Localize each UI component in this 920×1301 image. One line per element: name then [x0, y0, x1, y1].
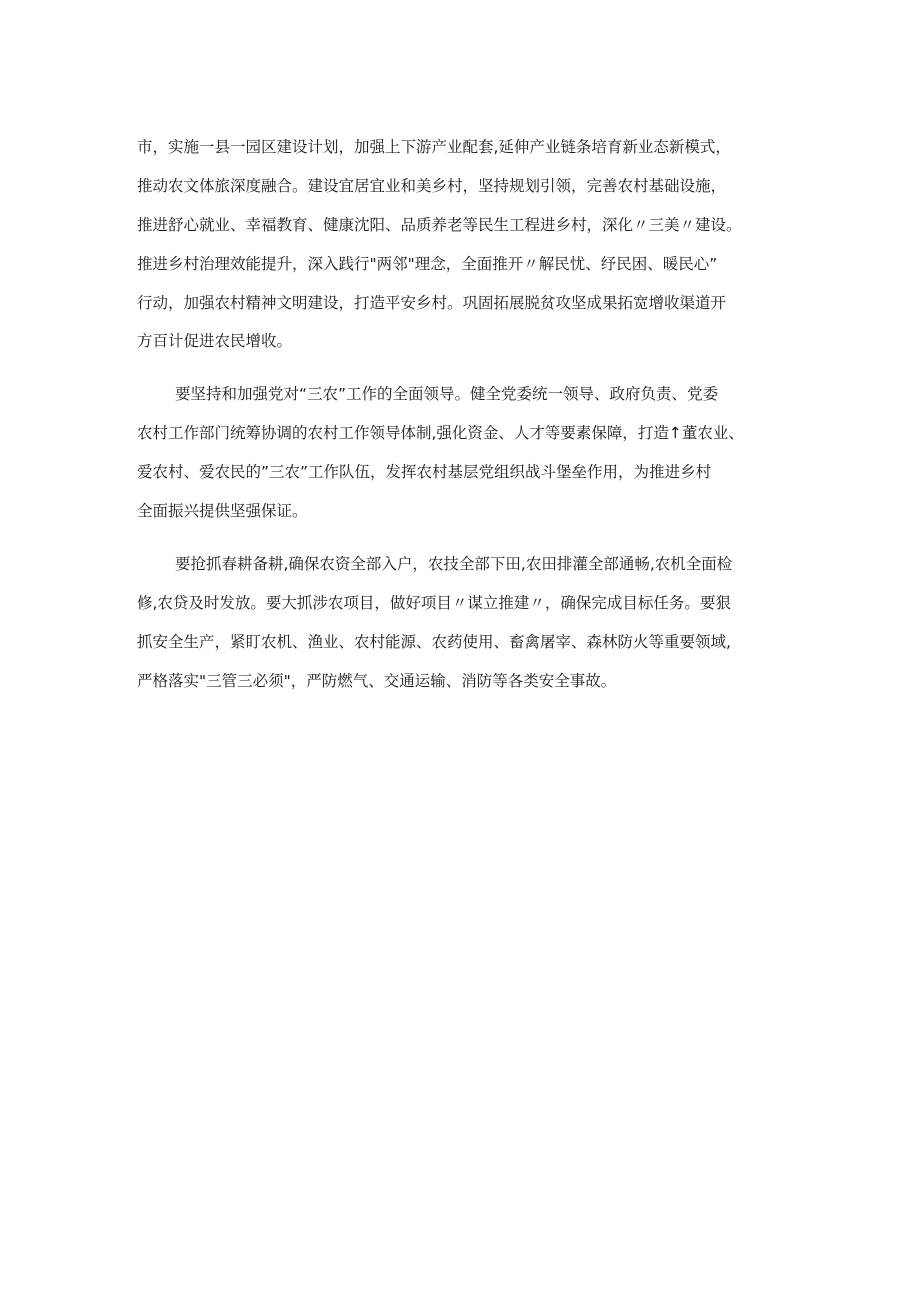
text-line: 农村工作部门统筹协调的农村工作领导体制,强化资金、人才等要素保障，打造↑董农业、	[137, 424, 744, 443]
paragraph-2	[137, 375, 793, 531]
text-line: 爱农村、爱农民的”三农”工作队伍，发挥农村基层党组织战斗堡垒作用，为推进乡村	[137, 463, 712, 482]
paragraph-spacer	[137, 361, 793, 375]
text-line: 推进乡村治理效能提升，深入践行"两邻"理念，全面推开〃解民忧、纾民困、暖民心”	[137, 254, 718, 273]
text-line: 要坚持和加强党对“三农”工作的全面领导。健全党委统一领导、政府负责、党委	[175, 385, 719, 404]
text-line: 推动农文体旅深度融合。建设宜居宜业和美乡村，坚持规划引领，完善农村基础设施，	[137, 176, 727, 195]
text-line: 方百计促进农民增收。	[137, 332, 293, 351]
text-line: 推进舒心就业、幸福教育、健康沈阳、品质养老等民生工程进乡村，深化〃三美〃建设。	[137, 215, 742, 234]
text-line: 要抢抓春耕备耕,确保农资全部入户，农技全部下田,农田排灌全部通畅,农机全面检	[175, 554, 733, 573]
text-line: 市，实施一县一园区建设计划，加强上下游产业配套,延伸产业链条培育新业态新模式，	[137, 138, 731, 156]
text-line: 修,农贷及时发放。要大抓涉农项目，做好项目〃谋立推建〃，确保完成目标任务。要狠	[137, 593, 731, 612]
text-line: 严格落实"三管三必须"，严防燃气、交通运输、消防等各类安全事故。	[137, 671, 617, 690]
paragraph-1	[137, 128, 793, 361]
text-line: 抓安全生产，紧盯农机、渔业、农村能源、农药使用、畜禽屠宰、森林防火等重要领域,	[137, 632, 731, 651]
paragraph-spacer	[137, 531, 793, 545]
document-body	[137, 128, 793, 700]
paragraph-3	[137, 545, 793, 701]
text-line: 全面振兴提供坚强保证。	[137, 502, 308, 521]
text-line: 行动，加强农村精神文明建设，打造平安乡村。巩固拓展脱贫攻坚成果拓宽增收渠道开	[137, 293, 727, 312]
